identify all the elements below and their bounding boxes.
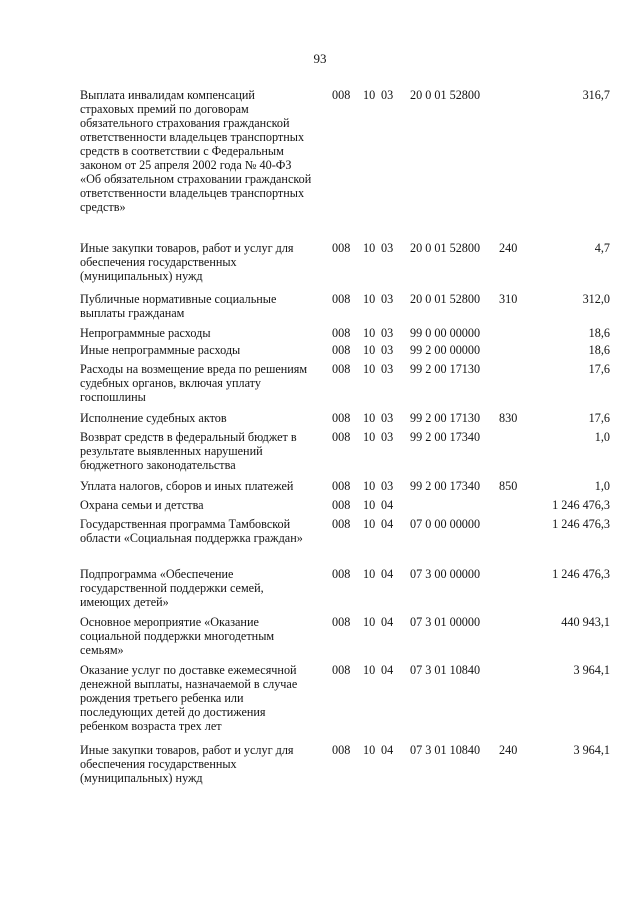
row-name: Исполнение судебных актов (80, 411, 227, 425)
row-section-code: 10 (363, 663, 376, 677)
row-subsection-code: 04 (381, 663, 394, 677)
row-name: Иные закупки товаров, работ и услуг для обеспечения государственных (муниципальных) нужд (80, 743, 294, 785)
row-target-code: 20 0 01 52800 (410, 88, 481, 102)
table-row (0, 292, 640, 320)
row-name: Основное мероприятие «Оказание социальной поддержки многодетным семьям» (80, 615, 275, 657)
table-row (0, 498, 640, 512)
row-subsection-code: 03 (381, 88, 394, 102)
row-name: Возврат средств в федеральный бюджет в результате выявленных нарушений бюджетного законодательства (80, 430, 297, 472)
row-target-code: 99 2 00 17130 (410, 362, 481, 376)
row-name: Уплата налогов, сборов и иных платежей (80, 479, 294, 493)
row-amount: 1,0 (594, 430, 610, 444)
row-ved-code: 008 (332, 430, 351, 444)
row-name: Выплата инвалидам компенсаций страховых премий по договорам обязательного страхования гражданской ответственности владельцев транспортных средств в соответствии с Федеральным законом от 25 апреля 2002 года № 40-ФЗ «Об обязательном страховании гражданской ответственности владельцев транспортных средств» (80, 88, 312, 214)
row-subsection-code: 04 (381, 517, 394, 531)
row-section-code: 10 (363, 517, 376, 531)
row-target-code: 99 0 00 00000 (410, 326, 481, 340)
row-name: Расходы на возмещение вреда по решениям судебных органов, включая уплату госпошлины (80, 362, 308, 404)
row-ved-code: 008 (332, 241, 351, 255)
row-section-code: 10 (363, 411, 376, 425)
row-section-code: 10 (363, 567, 376, 581)
row-amount: 316,7 (582, 88, 610, 102)
row-target-code: 07 3 00 00000 (410, 567, 481, 581)
row-ved-code: 008 (332, 326, 351, 340)
row-subsection-code: 03 (381, 343, 394, 357)
row-name: Охрана семьи и детства (80, 498, 204, 512)
row-amount: 3 964,1 (573, 663, 610, 677)
table-row (0, 430, 640, 472)
row-ved-code: 008 (332, 663, 351, 677)
row-amount: 1 246 476,3 (552, 498, 610, 512)
row-target-code: 07 0 00 00000 (410, 517, 481, 531)
row-target-code: 20 0 01 52800 (410, 241, 481, 255)
row-subsection-code: 03 (381, 326, 394, 340)
row-subsection-code: 04 (381, 567, 394, 581)
table-row (0, 663, 640, 733)
row-expense-type: 240 (499, 743, 518, 757)
row-target-code: 99 2 00 17130 (410, 411, 481, 425)
row-amount: 17,6 (588, 362, 610, 376)
row-expense-type: 310 (499, 292, 518, 306)
row-section-code: 10 (363, 326, 376, 340)
row-subsection-code: 04 (381, 498, 394, 512)
row-target-code: 20 0 01 52800 (410, 292, 481, 306)
row-amount: 312,0 (582, 292, 610, 306)
table-row (0, 326, 640, 340)
row-section-code: 10 (363, 743, 376, 757)
row-name: Оказание услуг по доставке ежемесячной денежной выплаты, назначаемой в случае рождения третьего ребенка или последующих детей до достижения ребенком возраста трех лет (80, 663, 298, 733)
row-amount: 1,0 (594, 479, 610, 493)
row-expense-type: 830 (499, 411, 518, 425)
row-ved-code: 008 (332, 498, 351, 512)
row-ved-code: 008 (332, 343, 351, 357)
row-section-code: 10 (363, 479, 376, 493)
row-section-code: 10 (363, 362, 376, 376)
row-target-code: 07 3 01 00000 (410, 615, 481, 629)
row-subsection-code: 03 (381, 479, 394, 493)
row-amount: 1 246 476,3 (552, 567, 610, 581)
row-subsection-code: 03 (381, 362, 394, 376)
row-amount: 18,6 (588, 326, 610, 340)
row-section-code: 10 (363, 430, 376, 444)
row-section-code: 10 (363, 498, 376, 512)
row-ved-code: 008 (332, 615, 351, 629)
row-section-code: 10 (363, 343, 376, 357)
row-ved-code: 008 (332, 517, 351, 531)
row-expense-type: 850 (499, 479, 518, 493)
row-amount: 18,6 (588, 343, 610, 357)
row-subsection-code: 03 (381, 430, 394, 444)
row-amount: 3 964,1 (573, 743, 610, 757)
row-ved-code: 008 (332, 362, 351, 376)
row-section-code: 10 (363, 88, 376, 102)
table-row (0, 615, 640, 657)
row-ved-code: 008 (332, 567, 351, 581)
row-section-code: 10 (363, 241, 376, 255)
page-number: 93 (313, 51, 327, 66)
row-name: Непрограммные расходы (80, 326, 211, 340)
row-expense-type: 240 (499, 241, 518, 255)
table-row (0, 517, 640, 545)
row-name: Государственная программа Тамбовской области «Социальная поддержка граждан» (80, 517, 303, 545)
table-row (0, 411, 640, 425)
row-amount: 4,7 (594, 241, 610, 255)
row-amount: 440 943,1 (561, 615, 610, 629)
row-amount: 1 246 476,3 (552, 517, 610, 531)
row-subsection-code: 04 (381, 615, 394, 629)
table-row (0, 241, 640, 283)
row-ved-code: 008 (332, 743, 351, 757)
row-target-code: 99 2 00 17340 (410, 479, 481, 493)
row-subsection-code: 03 (381, 241, 394, 255)
table-row (0, 567, 640, 609)
row-ved-code: 008 (332, 479, 351, 493)
table-row (0, 479, 640, 493)
row-name: Подпрограмма «Обеспечение государственной поддержки семей, имеющих детей» (80, 567, 264, 609)
row-name: Публичные нормативные социальные выплаты гражданам (80, 292, 277, 320)
row-section-code: 10 (363, 615, 376, 629)
table-row (0, 743, 640, 785)
table-row (0, 362, 640, 404)
row-ved-code: 008 (332, 292, 351, 306)
row-amount: 17,6 (588, 411, 610, 425)
row-target-code: 07 3 01 10840 (410, 743, 481, 757)
row-name: Иные закупки товаров, работ и услуг для обеспечения государственных (муниципальных) нужд (80, 241, 294, 283)
table-row (0, 343, 640, 357)
row-section-code: 10 (363, 292, 376, 306)
row-ved-code: 008 (332, 411, 351, 425)
row-subsection-code: 03 (381, 411, 394, 425)
row-name: Иные непрограммные расходы (80, 343, 241, 357)
row-subsection-code: 04 (381, 743, 394, 757)
row-target-code: 99 2 00 00000 (410, 343, 481, 357)
row-ved-code: 008 (332, 88, 351, 102)
table-row (0, 88, 640, 214)
row-target-code: 99 2 00 17340 (410, 430, 481, 444)
row-subsection-code: 03 (381, 292, 394, 306)
row-target-code: 07 3 01 10840 (410, 663, 481, 677)
